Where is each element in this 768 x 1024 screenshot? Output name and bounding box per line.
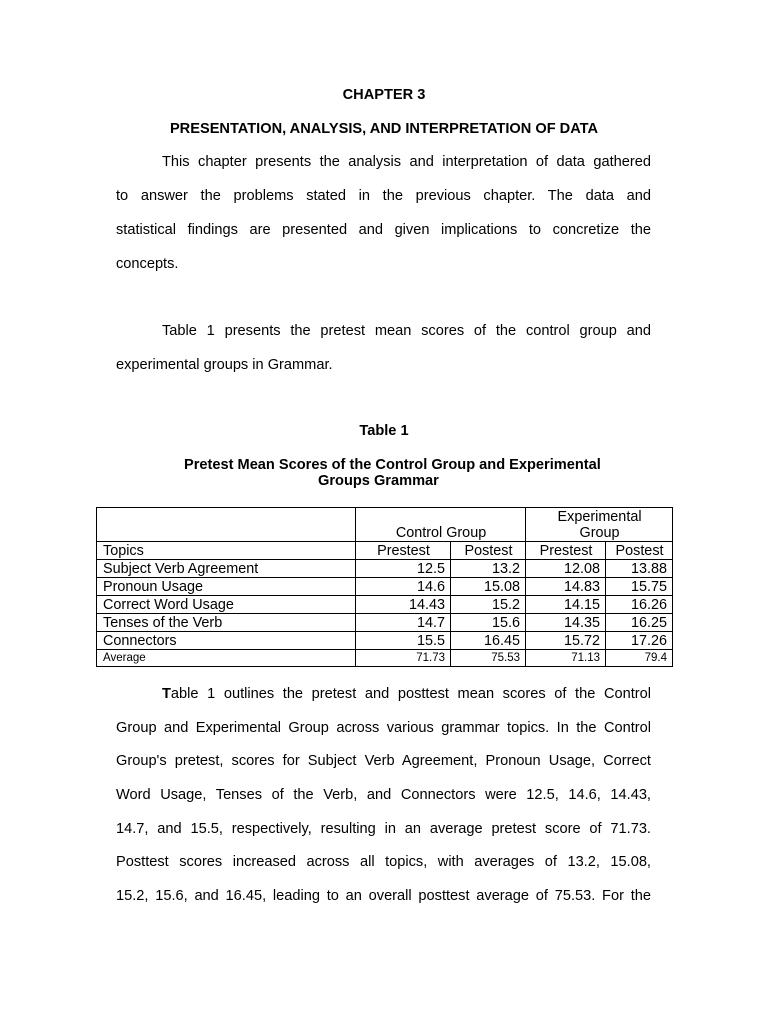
control-pretest-cell: 14.7 bbox=[356, 614, 451, 632]
intro-line: statistical findings are presented and given implications to concretize the bbox=[116, 222, 651, 238]
control-posttest-cell: 16.45 bbox=[451, 632, 526, 650]
discussion-drop-letter: T bbox=[162, 686, 171, 702]
control-pretest-cell: 14.43 bbox=[356, 596, 451, 614]
average-control-posttest-cell: 75.53 bbox=[451, 650, 526, 667]
experimental-pretest-cell: 14.83 bbox=[526, 578, 606, 596]
control-posttest-cell: 15.08 bbox=[451, 578, 526, 596]
discussion-line-text: able 1 outlines the pretest and posttest mean scores of the Control bbox=[170, 686, 651, 702]
topic-cell: Subject Verb Agreement bbox=[97, 560, 356, 578]
table-row bbox=[97, 614, 673, 632]
header-experimental-line1: Experimental bbox=[557, 509, 642, 525]
table-row bbox=[97, 578, 673, 596]
topic-cell: Tenses of the Verb bbox=[97, 614, 356, 632]
table-row bbox=[97, 596, 673, 614]
scores-table bbox=[96, 507, 673, 667]
experimental-pretest-cell: 15.72 bbox=[526, 632, 606, 650]
control-posttest-cell: 13.2 bbox=[451, 560, 526, 578]
experimental-pretest-cell: 14.15 bbox=[526, 596, 606, 614]
experimental-posttest-cell: 17.26 bbox=[606, 632, 673, 650]
table-average-row bbox=[97, 650, 673, 667]
experimental-posttest-cell: 13.88 bbox=[606, 560, 673, 578]
header-control-prestest: Prestest bbox=[356, 542, 451, 560]
average-experimental-posttest-cell: 79.4 bbox=[606, 650, 673, 667]
average-label-cell: Average bbox=[97, 650, 356, 667]
section-title: PRESENTATION, ANALYSIS, AND INTERPRETATION OF DATA bbox=[169, 121, 599, 137]
intro-line: This chapter presents the analysis and interpretation of data gathered bbox=[162, 154, 651, 170]
table-label: Table 1 bbox=[359, 423, 409, 439]
control-posttest-cell: 15.6 bbox=[451, 614, 526, 632]
experimental-posttest-cell: 15.75 bbox=[606, 578, 673, 596]
table-title-line2: Groups Grammar bbox=[318, 473, 439, 489]
header-topics: Topics bbox=[97, 542, 356, 560]
control-posttest-cell: 15.2 bbox=[451, 596, 526, 614]
experimental-pretest-cell: 12.08 bbox=[526, 560, 606, 578]
intro-line: to answer the problems stated in the previous chapter. The data and bbox=[116, 188, 651, 204]
experimental-pretest-cell: 14.35 bbox=[526, 614, 606, 632]
table-title-line1: Pretest Mean Scores of the Control Group and Experimental bbox=[184, 457, 601, 473]
average-experimental-pretest-cell: 71.13 bbox=[526, 650, 606, 667]
discussion-line: Group's pretest, scores for Subject Verb Agreement, Pronoun Usage, Correct bbox=[116, 753, 651, 769]
header-experimental-group bbox=[526, 508, 673, 542]
table-header-group-row bbox=[97, 508, 673, 542]
discussion-line: 15.2, 15.6, and 16.45, leading to an overall posttest average of 75.53. For the bbox=[116, 888, 651, 904]
discussion-line: Word Usage, Tenses of the Verb, and Connectors were 12.5, 14.6, 14.43, bbox=[116, 787, 651, 803]
header-experimental-line2: Group bbox=[579, 525, 620, 541]
table-header-row bbox=[97, 542, 673, 560]
intro-line: concepts. bbox=[116, 256, 179, 272]
table-row bbox=[97, 560, 673, 578]
experimental-posttest-cell: 16.25 bbox=[606, 614, 673, 632]
control-pretest-cell: 12.5 bbox=[356, 560, 451, 578]
header-blank-cell bbox=[97, 508, 356, 542]
topic-cell: Connectors bbox=[97, 632, 356, 650]
header-control-postest: Postest bbox=[451, 542, 526, 560]
header-experimental-prestest: Prestest bbox=[526, 542, 606, 560]
average-control-pretest-cell: 71.73 bbox=[356, 650, 451, 667]
discussion-line: Group and Experimental Group across various grammar topics. In the Control bbox=[116, 720, 651, 736]
chapter-heading: CHAPTER 3 bbox=[342, 87, 426, 103]
topic-cell: Pronoun Usage bbox=[97, 578, 356, 596]
table-row bbox=[97, 632, 673, 650]
table-intro-line: Table 1 presents the pretest mean scores of the control group and bbox=[162, 323, 651, 339]
header-control-group: Control Group bbox=[356, 508, 526, 542]
discussion-line bbox=[162, 685, 651, 703]
control-pretest-cell: 14.6 bbox=[356, 578, 451, 596]
discussion-line: Posttest scores increased across all topics, with averages of 13.2, 15.08, bbox=[116, 854, 651, 870]
topic-cell: Correct Word Usage bbox=[97, 596, 356, 614]
header-experimental-postest: Postest bbox=[606, 542, 673, 560]
experimental-posttest-cell: 16.26 bbox=[606, 596, 673, 614]
control-pretest-cell: 15.5 bbox=[356, 632, 451, 650]
table-intro-line: experimental groups in Grammar. bbox=[116, 357, 333, 373]
discussion-line: 14.7, and 15.5, respectively, resulting in an average pretest score of 71.73. bbox=[116, 821, 651, 837]
